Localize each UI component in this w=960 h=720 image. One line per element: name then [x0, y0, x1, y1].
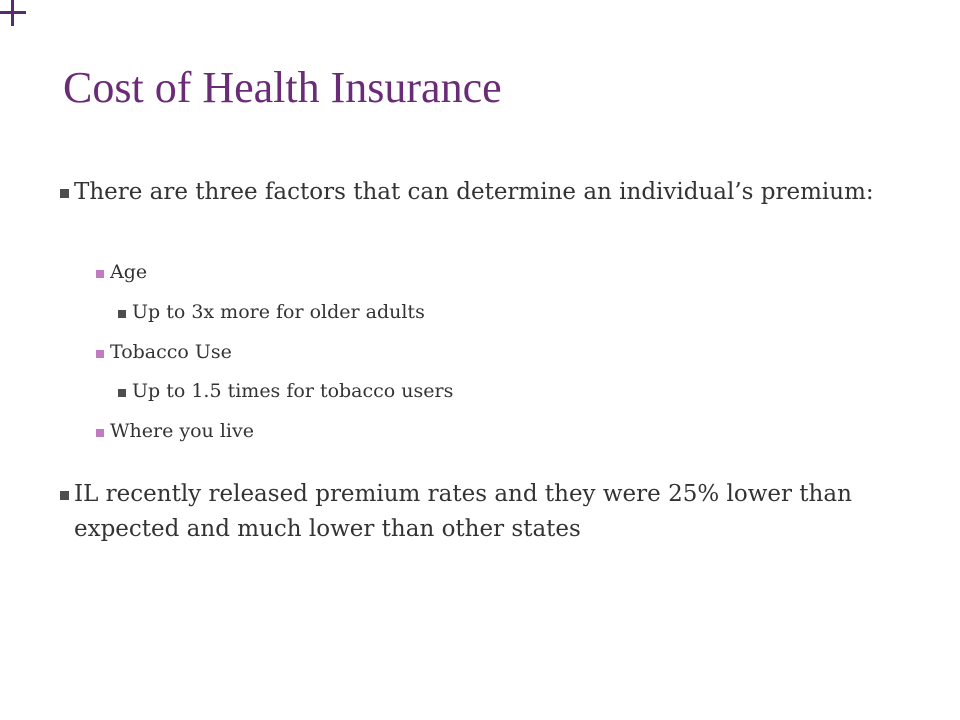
square-bullet-icon: [60, 491, 69, 500]
sub-sub-bullet-item: [132, 378, 453, 405]
square-bullet-icon: [118, 310, 126, 318]
slide-title: Cost of Health Insurance: [63, 63, 502, 112]
plus-icon: [0, 0, 26, 26]
bullet-text: There are three factors that can determine an individual’s premium:: [74, 179, 874, 205]
sub-sub-bullet-item: [132, 299, 425, 326]
square-bullet-icon: [96, 350, 104, 358]
square-bullet-icon: [96, 429, 104, 437]
bullet-text: IL recently released premium rates and they were 25% lower than expected and much lower than other states: [74, 481, 852, 542]
sub-bullet-item: [110, 339, 232, 366]
bullet-text: Tobacco Use: [110, 341, 232, 363]
square-bullet-icon: [96, 270, 104, 278]
bullet-text: Where you live: [110, 420, 254, 442]
bullet-item: [74, 175, 874, 210]
sub-bullet-item: [110, 418, 254, 445]
bullet-item: [74, 477, 874, 547]
bullet-text: Up to 1.5 times for tobacco users: [132, 380, 454, 402]
bullet-text: Age: [110, 261, 148, 283]
bullet-text: Up to 3x more for older adults: [132, 301, 425, 323]
sub-bullet-item: [110, 259, 147, 286]
square-bullet-icon: [118, 389, 126, 397]
square-bullet-icon: [60, 189, 69, 198]
